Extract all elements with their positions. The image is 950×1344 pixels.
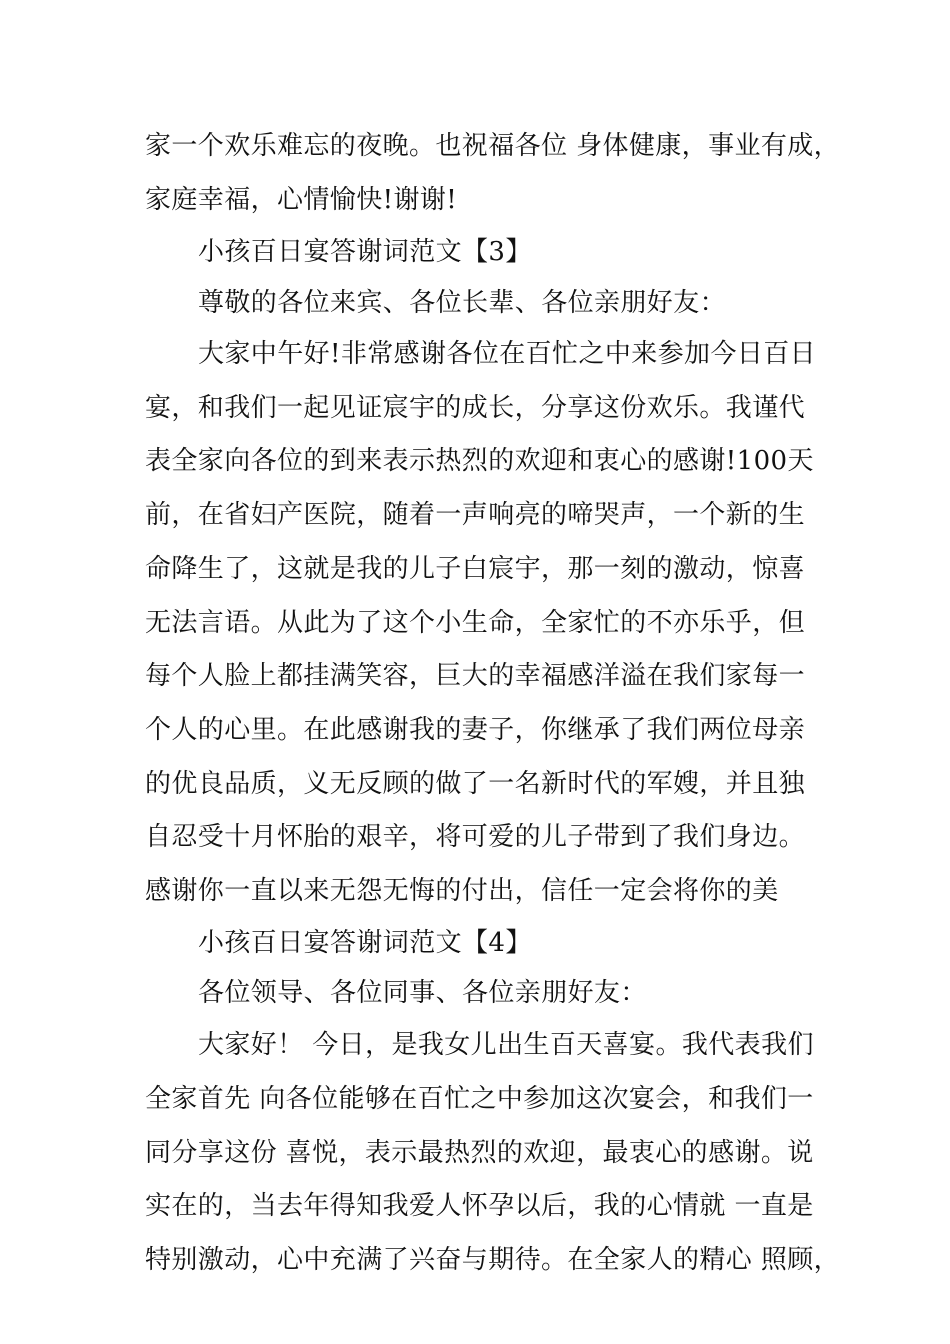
- text-line: 前，在省妇产医院，随着一声响亮的啼哭声，一个新的生: [145, 500, 806, 530]
- text-line: 表全家向各位的到来表示热烈的欢迎和衷心的感谢!100天: [145, 446, 814, 476]
- text-line: 家一个欢乐难忘的夜晚。也祝福各位 身体健康，事业有成，: [145, 131, 841, 161]
- text-line: 每个人脸上都挂满笑容，巨大的幸福感洋溢在我们家每一: [145, 661, 806, 691]
- text-line: 宴，和我们一起见证宸宇的成长，分享这份欢乐。我谨代: [145, 393, 806, 423]
- text-line: 命降生了，这就是我的儿子白宸宇，那一刻的激动，惊喜: [145, 554, 806, 584]
- text-line: 感谢你一直以来无怨无悔的付出，信任一定会将你的美: [145, 876, 779, 906]
- text-line: 特别激动，心中充满了兴奋与期待。在全家人的精心 照顾，: [145, 1245, 841, 1275]
- salutation: 尊敬的各位来宾、各位长辈、各位亲朋好友：: [198, 288, 727, 318]
- text-line: 同分享这份 喜悦，表示最热烈的欢迎，最衷心的感谢。说: [145, 1138, 814, 1168]
- salutation: 各位领导、各位同事、各位亲朋好友：: [198, 978, 647, 1008]
- text-line: 大家中午好!非常感谢各位在百忙之中来参加今日百日: [198, 339, 817, 369]
- text-line: 实在的，当去年得知我爱人怀孕以后，我的心情就 一直是: [145, 1191, 814, 1221]
- text-line: 家庭幸福，心情愉快!谢谢!: [145, 185, 458, 215]
- text-line: 无法言语。从此为了这个小生命，全家忙的不亦乐乎，但: [145, 608, 806, 638]
- text-line: 大家好！ 今日，是我女儿出生百天喜宴。我代表我们: [198, 1030, 814, 1060]
- text-line: 自忍受十月怀胎的艰辛，将可爱的儿子带到了我们身边。: [145, 822, 806, 852]
- text-line: 的优良品质，义无反顾的做了一名新时代的军嫂，并且独: [145, 769, 806, 799]
- section-heading: 小孩百日宴答谢词范文【4】: [198, 928, 532, 958]
- section-heading: 小孩百日宴答谢词范文【3】: [198, 237, 532, 267]
- text-line: 个人的心里。在此感谢我的妻子，你继承了我们两位母亲: [145, 715, 806, 745]
- text-line: 全家首先 向各位能够在百忙之中参加这次宴会，和我们一: [145, 1084, 814, 1114]
